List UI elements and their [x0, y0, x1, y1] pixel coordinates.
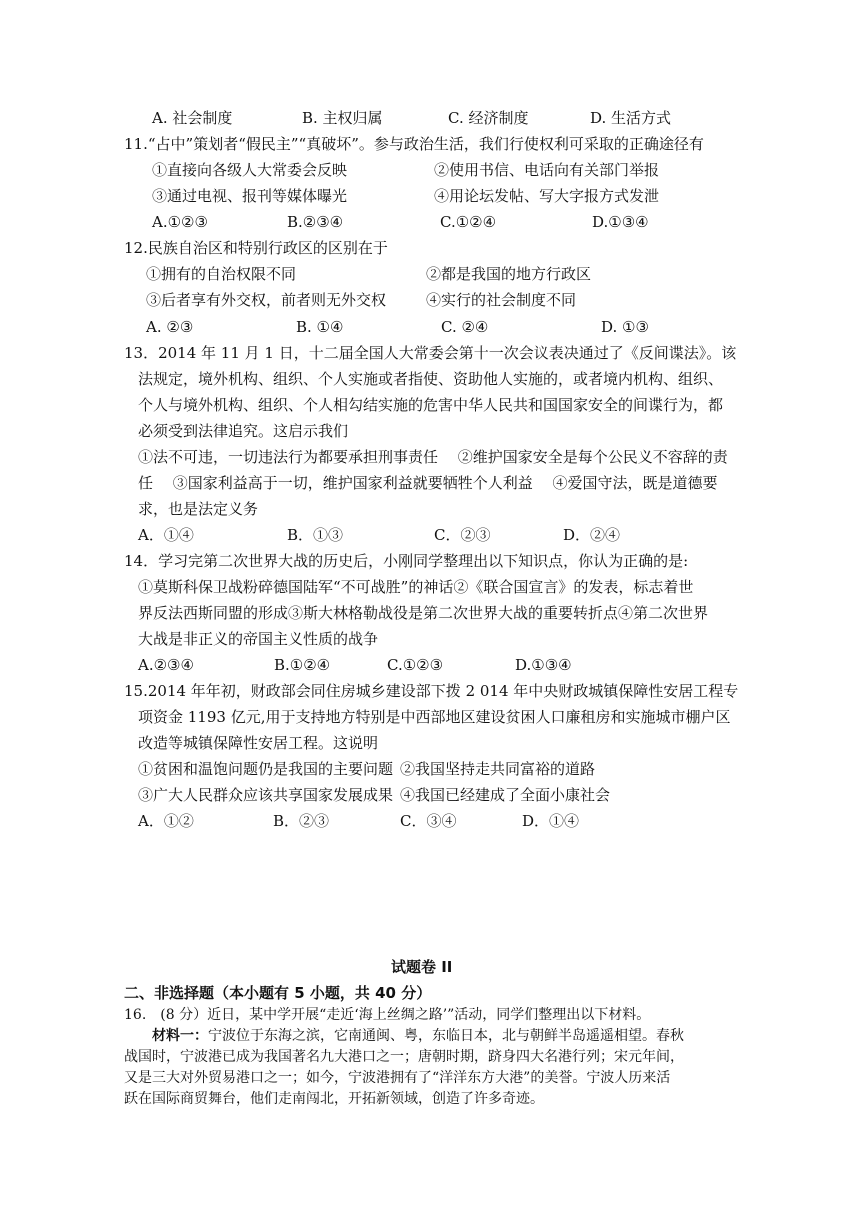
material-label: 材料一： — [152, 1028, 208, 1044]
q15-line-1: 15.2014 年年初，财政部会同住房城乡建设部下拨 2 014 年中央财政城镇保障性安居工程专 — [124, 682, 739, 700]
option-c: C．②③ — [434, 526, 491, 544]
q15-items-row2 — [138, 785, 610, 805]
option-a: A. 社会制度 — [152, 109, 233, 127]
q13-line-2: 法规定，境外机构、组织、个人实施或者指使、资助他人实施的，或者境内机构、组织、 — [138, 370, 724, 388]
material-text-1: 宁波位于东海之滨，它南通闽、粤，东临日本，北与朝鲜半岛遥遥相望。春秋 — [208, 1028, 684, 1044]
q15-item-2: ②我国坚持走共同富裕的道路 — [400, 760, 596, 778]
option-d: D．①④ — [522, 812, 580, 830]
option-b: B. ①④ — [296, 318, 344, 336]
q13-line-1: 13．2014 年 11 月 1 日，十二届全国人大常委会第十一次会议表决通过了《反间谍法》。该 — [124, 344, 737, 362]
q12-item-3: ③后者享有外交权，前者则无外交权 — [146, 291, 387, 309]
option-c: C. 经济制度 — [448, 109, 529, 127]
option-d: D．②④ — [563, 526, 621, 544]
option-d: D.①③④ — [515, 656, 572, 674]
material-line-4: 跃在国际商贸舞台，他们走南闯北，开拓新领域，创造了许多奇迹。 — [124, 1091, 544, 1107]
q15-line-2: 项资金 1193 亿元,用于支持地方特别是中西部地区建设贫困人口廉租房和实施城市棚户区 — [138, 708, 731, 726]
q11-items-row1 — [152, 160, 659, 180]
q12-items-row1 — [146, 264, 591, 284]
option-b: B. 主权归属 — [302, 109, 383, 127]
q13-line-3: 个人与境外机构、组织、个人相勾结实施的危害中华人民共和国国家安全的间谍行为，都 — [138, 396, 724, 414]
material-line-2: 战国时，宁波港已成为我国著名九大港口之一；唐朝时期，跻身四大名港行列；宋元年间， — [124, 1049, 684, 1065]
material-line-3: 又是三大对外贸易港口之一；如今，宁波港拥有了“洋洋东方大港”的美誉。宁波人历来活 — [124, 1070, 671, 1086]
q11-item-3: ③通过电视、报刊等媒体曝光 — [152, 187, 348, 205]
q14-options — [138, 655, 572, 675]
option-b: B．①③ — [287, 526, 344, 544]
option-b: B.②③④ — [287, 213, 344, 231]
q11-item-1: ①直接向各级人大常委会反映 — [152, 161, 348, 179]
q13-line-4: 必须受到法律追究。这启示我们 — [138, 422, 349, 440]
q13-line-6: 任 ③国家利益高于一切，维护国家利益就要牺牲个人利益 ④爱国守法，既是道德要 — [138, 474, 718, 492]
option-a: A．①② — [138, 812, 194, 830]
q12-item-2: ②都是我国的地方行政区 — [426, 265, 592, 283]
material-line-1 — [152, 1026, 684, 1046]
option-b: B.①②④ — [274, 656, 331, 674]
q12-item-4: ④实行的社会制度不同 — [426, 291, 577, 309]
option-a: A.①②③ — [152, 213, 208, 231]
q14-line-2: ①莫斯科保卫战粉碎德国陆军“不可战胜”的神话②《联合国宣言》的发表，标志着世 — [138, 578, 694, 596]
q11-options — [152, 212, 649, 232]
q13-line-5: ①法不可违，一切违法行为都要承担刑事责任 ②维护国家安全是每个公民义不容辞的责 — [138, 448, 728, 466]
option-a: A. ②③ — [146, 318, 194, 336]
q11-items-row2 — [152, 186, 659, 206]
option-c: C．③④ — [400, 812, 457, 830]
q14-line-3: 界反法西斯同盟的形成③斯大林格勒战役是第二次世界大战的重要转折点④第二次世界 — [138, 604, 709, 622]
q14-line-4: 大战是非正义的帝国主义性质的战争 — [138, 630, 379, 648]
q10-options — [152, 108, 671, 128]
q11-item-4: ④用论坛发帖、写大字报方式发泄 — [434, 187, 660, 205]
option-a: A.②③④ — [138, 656, 194, 674]
q12-items-row2 — [146, 290, 576, 310]
q15-line-3: 改造等城镇保障性安居工程。这说明 — [138, 734, 379, 752]
q15-items-row1 — [138, 759, 595, 779]
section-heading: 二、非选择题（本小题有 5 小题，共 40 分） — [124, 984, 432, 1002]
option-b: B．②③ — [273, 812, 330, 830]
q16-stem: 16. (8 分）近日，某中学开展“走近‘海上丝绸之路’”活动，同学们整理出以下材料。 — [124, 1007, 651, 1023]
q14-line-1: 14．学习完第二次世界大战的历史后，小刚同学整理出以下知识点，你认为正确的是: — [124, 552, 689, 570]
section-title: 试题卷 II — [391, 958, 453, 976]
option-c: C.①②③ — [387, 656, 444, 674]
q12-item-1: ①拥有的自治权限不同 — [146, 265, 297, 283]
option-d: D.①③④ — [592, 213, 649, 231]
q15-item-3: ③广大人民群众应该共享国家发展成果 — [138, 786, 394, 804]
q12-stem: 12.民族自治区和特别行政区的区别在于 — [124, 239, 388, 257]
q11-stem: 11.“占中”策划者“假民主”“真破坏”。参与政治生活，我们行使权利可采取的正确途径有 — [124, 135, 704, 153]
option-a: A．①④ — [138, 526, 194, 544]
q11-item-2: ②使用书信、电话向有关部门举报 — [434, 161, 660, 179]
q15-item-1: ①贫困和温饱问题仍是我国的主要问题 — [138, 760, 394, 778]
q12-options — [146, 317, 649, 337]
q15-item-4: ④我国已经建成了全面小康社会 — [400, 786, 611, 804]
option-d: D. 生活方式 — [590, 109, 672, 127]
q13-line-7: 求，也是法定义务 — [138, 500, 259, 518]
option-c: C.①②④ — [440, 213, 497, 231]
q15-options — [138, 811, 579, 831]
option-c: C. ②④ — [441, 318, 489, 336]
option-d: D. ①③ — [601, 318, 649, 336]
q13-options — [138, 525, 620, 545]
